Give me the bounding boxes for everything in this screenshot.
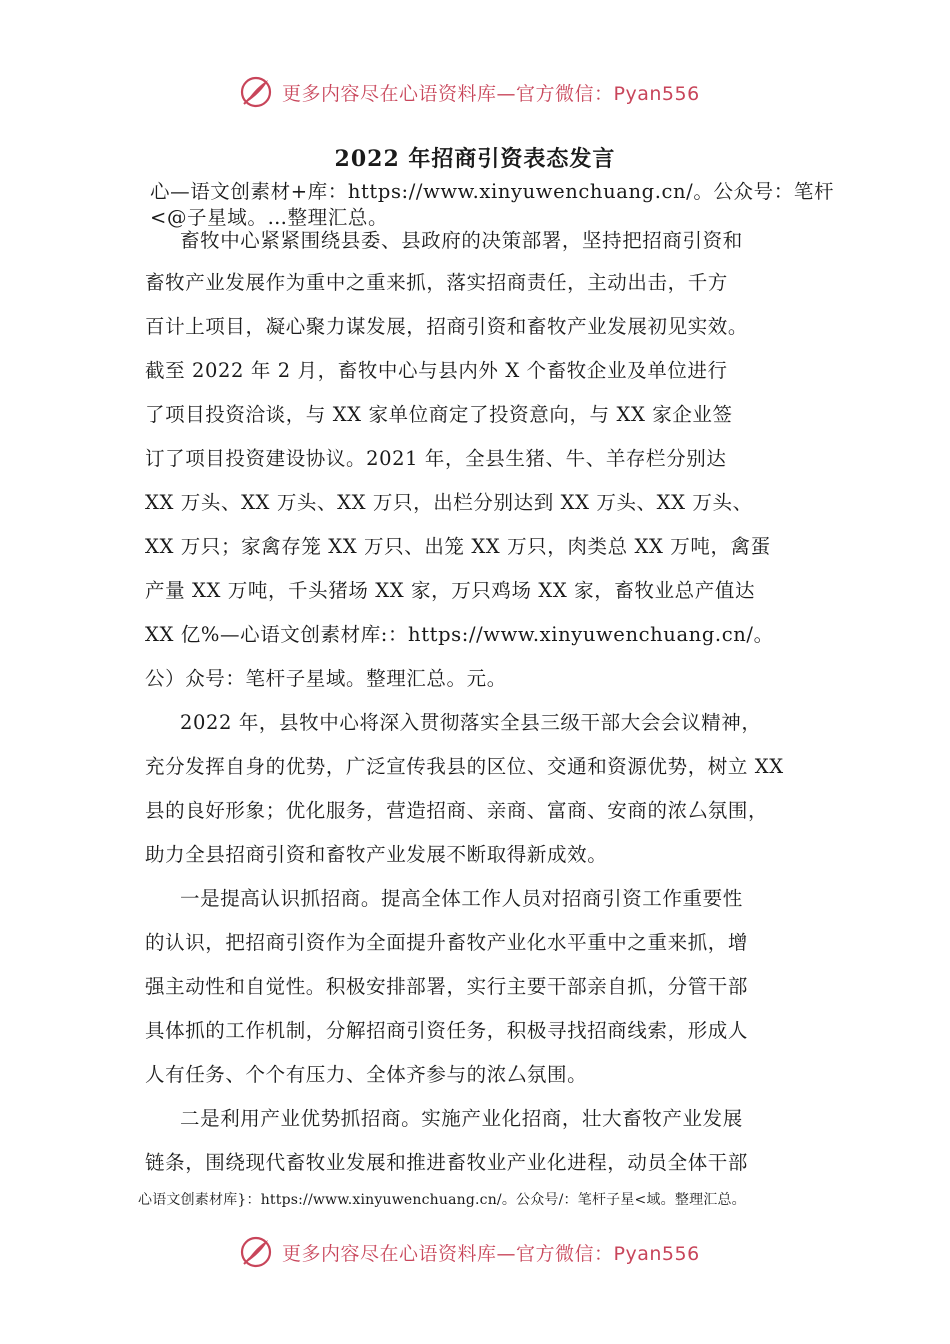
text-line: 畜牧中心紧紧围绕县委、县政府的决策部署，坚持把招商引资和: [180, 229, 743, 252]
text-line: 2022 年，县牧中心将深入贯彻落实全县三级干部大会会议精神，: [180, 711, 762, 734]
text-line: 了项目投资洽谈，与 XX 家单位商定了投资意向，与 XX 家企业签: [145, 403, 733, 426]
text-line: XX 亿%—心语文创素材库:：https://www.xinyuwenchuang.cn/。: [145, 623, 774, 646]
text-line: 二是利用产业优势抓招商。实施产业化招商，壮大畜牧产业发展: [180, 1107, 743, 1130]
text-line: XX 万头、XX 万头、XX 万只，出栏分别达到 XX 万头、XX 万头、: [145, 491, 753, 514]
text-line: 截至 2022 年 2 月，畜牧中心与县内外 X 个畜牧企业及单位进行: [145, 359, 728, 382]
bottom-banner: [238, 1232, 700, 1272]
text-line: 百计上项目，凝心聚力谋发展，招商引资和畜牧产业发展初见实效。: [145, 315, 749, 338]
text-line: 订了项目投资建设协议。2021 年，全县生猪、牛、羊存栏分别达: [145, 447, 727, 470]
text-line: 充分发挥自身的优势，广泛宣传我县的区位、交通和资源优势，树立 XX: [145, 755, 784, 778]
top-banner: [238, 72, 700, 112]
banner-text: 更多内容尽在心语资料库—官方微信：Pyan556: [282, 82, 700, 105]
text-line: 公）众号：笔杆子星域。整理汇总。元。: [145, 667, 507, 690]
text-line: 人有任务、个个有压力、全体齐参与的浓厶氛围。: [145, 1063, 588, 1086]
text-line: XX 万只；家禽存笼 XX 万只、出笼 XX 万只，肉类总 XX 万吨，禽蛋: [145, 535, 771, 558]
document-title: 2022 年招商引资表态发言: [334, 146, 616, 172]
text-line: 心—语文创素材+库：https://www.xinyuwenchuang.cn/。公众号：笔杆: [150, 180, 835, 203]
feather-pen-logo-icon: [238, 74, 274, 110]
text-line: 链条，围绕现代畜牧业发展和推进畜牧业产业化进程，动员全体干部: [145, 1151, 749, 1174]
footer-source-line: 心语文创素材库}：https://www.xinyuwenchuang.cn/。公众号/：笔杆子星<域。整理汇总。: [138, 1192, 746, 1208]
banner-text: 更多内容尽在心语资料库—官方微信：Pyan556: [282, 1242, 700, 1265]
text-line: <@子星域。…整理汇总。: [150, 206, 389, 229]
text-line: 助力全县招商引资和畜牧产业发展不断取得新成效。: [145, 843, 608, 866]
text-line: 县的良好形象；优化服务，营造招商、亲商、富商、安商的浓厶氛围，: [145, 799, 769, 822]
text-line: 的认识，把招商引资作为全面提升畜牧产业化水平重中之重来抓，增: [145, 931, 749, 954]
text-line: 产量 XX 万吨，千头猪场 XX 家，万只鸡场 XX 家，畜牧业总产值达: [145, 579, 756, 602]
feather-pen-logo-icon: [238, 1234, 274, 1270]
text-line: 强主动性和自觉性。积极安排部署，实行主要干部亲自抓，分管干部: [145, 975, 749, 998]
text-line: 一是提高认识抓招商。提高全体工作人员对招商引资工作重要性: [180, 887, 743, 910]
text-line: 具体抓的工作机制，分解招商引资任务，积极寻找招商线索，形成人: [145, 1019, 749, 1042]
text-line: 畜牧产业发展作为重中之重来抓，落实招商责任，主动出击，千方: [145, 271, 728, 294]
